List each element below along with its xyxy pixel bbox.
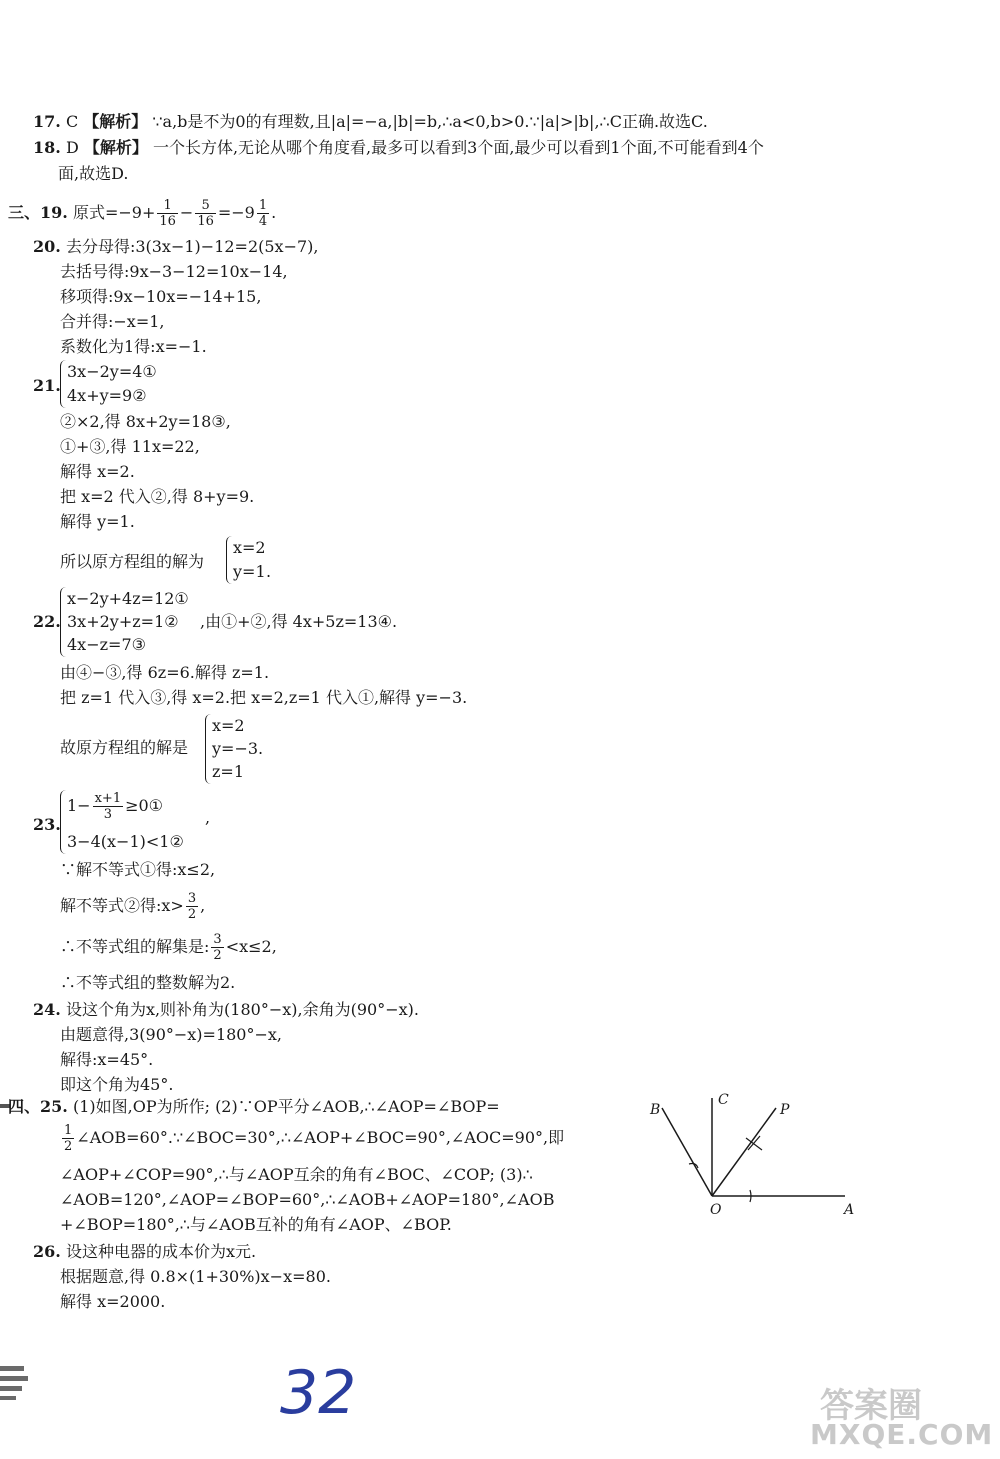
numerator: 3 bbox=[213, 932, 222, 947]
equation-1: 3x−2y=4① bbox=[67, 362, 157, 381]
question-number: 24. bbox=[33, 1000, 61, 1019]
expression: <x≤2, bbox=[225, 937, 277, 956]
period: . bbox=[271, 203, 277, 222]
q21-line-6: 所以原方程组的解为 bbox=[60, 552, 205, 571]
q21-line-3: 解得 x=2. bbox=[60, 462, 135, 481]
q25-line-3: ∠AOP+∠COP=90°,∴与∠AOP互余的角有∠BOC、∠COP; (3)∴ bbox=[60, 1165, 533, 1184]
brace bbox=[226, 536, 233, 584]
question-number: 20. bbox=[33, 237, 61, 256]
denominator: 3 bbox=[103, 807, 112, 822]
expression: ≥0① bbox=[125, 796, 164, 815]
denominator: 16 bbox=[159, 214, 176, 229]
fraction bbox=[157, 198, 178, 229]
fraction bbox=[93, 791, 124, 822]
question-number: 19. bbox=[40, 203, 68, 222]
q25-line-2 bbox=[60, 1122, 564, 1154]
q22-line-2: 把 z=1 代入③,得 x=2.把 x=2,z=1 代入①,解得 y=−3. bbox=[60, 688, 468, 707]
q26-line-2: 根据题意,得 0.8×(1+30%)x−x=80. bbox=[60, 1267, 331, 1286]
corner-stripes-icon bbox=[0, 1362, 30, 1404]
q19-line bbox=[8, 194, 276, 232]
q20-line-5: 系数化为1得:x=−1. bbox=[60, 337, 207, 356]
q18-line bbox=[33, 138, 764, 158]
q25-line-1 bbox=[8, 1097, 500, 1117]
q20-line-4: 合并得:−x=1, bbox=[60, 312, 165, 331]
q21-line-2: ①+③,得 11x=22, bbox=[60, 437, 200, 456]
expression: − bbox=[179, 203, 194, 222]
analysis-tag: 【解析】 bbox=[83, 138, 148, 157]
equation-2: 4x+y=9② bbox=[67, 386, 147, 405]
section-label: 四、 bbox=[8, 1097, 41, 1116]
step-text: 设这种电器的成本价为x元. bbox=[65, 1242, 257, 1261]
step-text: 去分母得:3(3x−1)−12=2(5x−7), bbox=[65, 237, 319, 256]
q25-line-4: ∠AOB=120°,∠AOP=∠BOP=60°,∴∠AOB+∠AOP=180°,∠AOB bbox=[60, 1190, 555, 1209]
step-text: (1)如图,OP为所作; (2)∵OP平分∠AOB,∴∠AOP=∠BOP= bbox=[72, 1097, 500, 1116]
q23-line-4: ∴不等式组的整数解为2. bbox=[60, 973, 236, 992]
q26-line-1 bbox=[33, 1242, 256, 1262]
brace bbox=[205, 714, 212, 784]
equation-system bbox=[60, 360, 260, 410]
q21-line-1: ②×2,得 8x+2y=18③, bbox=[60, 412, 231, 431]
question-number: 22. bbox=[33, 612, 61, 631]
q26-line-3: 解得 x=2000. bbox=[60, 1292, 166, 1311]
equation-2: 3x+2y+z=1② bbox=[67, 612, 179, 631]
solution-z: z=1 bbox=[212, 762, 245, 781]
analysis-text: ∵a,b是不为0的有理数,且|a|=−a,|b|=b,∴a<0,b>0.∵|a|>|b|,∴C正确.故选C. bbox=[152, 112, 708, 131]
comma: , bbox=[205, 808, 211, 827]
question-number: 18. bbox=[33, 138, 61, 157]
watermark-url: MXQE.COM bbox=[810, 1418, 994, 1451]
denominator: 16 bbox=[197, 214, 214, 229]
q25-line-5: +∠BOP=180°,∴与∠AOB互补的角有∠AOP、∠BOP. bbox=[60, 1215, 452, 1234]
label-O: O bbox=[710, 1202, 722, 1218]
step-text: ∠AOB=60°.∵∠BOC=30°,∴∠AOP+∠BOC=90°,∠AOC=90°,即 bbox=[76, 1128, 565, 1147]
numerator: 3 bbox=[187, 891, 197, 906]
analysis-tag: 【解析】 bbox=[83, 112, 148, 131]
q23-line-2 bbox=[60, 890, 205, 922]
solution-system bbox=[226, 536, 306, 586]
inequality-system bbox=[60, 790, 260, 856]
solution-y: y=1 bbox=[233, 562, 266, 581]
q24-line-1 bbox=[33, 1000, 419, 1020]
label-B: B bbox=[650, 1102, 661, 1118]
fraction bbox=[257, 198, 269, 229]
q24-line-4: 即这个角为45°. bbox=[60, 1075, 174, 1094]
numerator: 1 bbox=[157, 198, 178, 214]
q20-line-2: 去括号得:9x−3−12=10x−14, bbox=[60, 262, 288, 281]
handwritten-page-number: 32 bbox=[280, 1358, 357, 1428]
expression: ∴不等式组的解集是: bbox=[60, 937, 210, 956]
label-C: C bbox=[718, 1092, 729, 1108]
equation-system bbox=[60, 587, 540, 659]
watermark-logo: 答案圈 bbox=[820, 1386, 922, 1426]
equation-1: x−2y+4z=12① bbox=[67, 589, 189, 608]
step-text: 设这个角为x,则补角为(180°−x),余角为(90°−x). bbox=[65, 1000, 419, 1019]
q20-line-1 bbox=[33, 237, 319, 257]
brace bbox=[60, 360, 67, 408]
arc-mark-OB bbox=[689, 1164, 698, 1169]
q23-line-3 bbox=[60, 931, 277, 963]
question-number: 25. bbox=[40, 1097, 68, 1116]
expression: =−9 bbox=[217, 203, 255, 222]
denominator: 2 bbox=[213, 948, 222, 963]
analysis-text: 一个长方体,无论从哪个角度看,最多可以看到3个面,最少可以看到1个面,不可能看到4个 bbox=[152, 138, 764, 157]
question-number: 26. bbox=[33, 1242, 61, 1261]
arc-mark-cross-1 bbox=[746, 1138, 762, 1150]
label-A: A bbox=[844, 1202, 855, 1218]
fraction bbox=[195, 198, 216, 229]
denominator: 4 bbox=[258, 214, 268, 229]
period: . bbox=[266, 562, 272, 581]
numerator: 1 bbox=[258, 198, 268, 213]
expression: , bbox=[200, 896, 206, 915]
numerator: 5 bbox=[195, 198, 216, 214]
q17-line bbox=[33, 112, 708, 132]
inequality-2: 3−4(x−1)<1② bbox=[67, 832, 184, 851]
q23-line-1: ∵解不等式①得:x≤2, bbox=[60, 860, 216, 879]
q24-line-3: 解得:x=45°. bbox=[60, 1050, 154, 1069]
q22-line-1: 由④−③,得 6z=6.解得 z=1. bbox=[60, 663, 270, 682]
question-number: 17. bbox=[33, 112, 61, 131]
ray-OP bbox=[712, 1108, 776, 1196]
answer-choice: C bbox=[65, 112, 84, 131]
answer-choice: D bbox=[65, 138, 84, 157]
q21-line-5: 解得 y=1. bbox=[60, 512, 135, 531]
numerator: x+1 bbox=[94, 791, 122, 806]
fraction bbox=[211, 932, 223, 963]
angle-figure bbox=[640, 1090, 870, 1220]
expression: 1− bbox=[67, 796, 91, 815]
step-text: ,由①+②,得 4x+5z=13④. bbox=[200, 612, 398, 631]
q24-line-2: 由题意得,3(90°−x)=180°−x, bbox=[60, 1025, 283, 1044]
q22-line-3: 故原方程组的解是 bbox=[60, 738, 189, 757]
question-number: 23. bbox=[33, 815, 61, 834]
fraction bbox=[62, 1123, 74, 1154]
q18-line-2: 面,故选D. bbox=[58, 164, 129, 183]
inequality-1 bbox=[67, 790, 163, 822]
ray-OB bbox=[662, 1108, 712, 1196]
fraction bbox=[186, 891, 198, 922]
label-P: P bbox=[780, 1102, 790, 1118]
solution-x: x=2 bbox=[212, 716, 245, 735]
q20-line-3: 移项得:9x−10x=−14+15, bbox=[60, 287, 262, 306]
expression: 解不等式②得:x> bbox=[60, 896, 184, 915]
equation-3: 4x−z=7③ bbox=[67, 635, 146, 654]
q21-line-4: 把 x=2 代入②,得 8+y=9. bbox=[60, 487, 255, 506]
denominator: 2 bbox=[64, 1139, 73, 1154]
brace bbox=[60, 587, 67, 657]
expression: 原式=−9+ bbox=[72, 203, 156, 222]
solution-x: x=2 bbox=[233, 538, 266, 557]
numerator: 1 bbox=[64, 1123, 73, 1138]
brace bbox=[60, 790, 67, 854]
question-number: 21. bbox=[33, 376, 61, 395]
section-label: 三、 bbox=[8, 203, 41, 222]
solution-system bbox=[205, 714, 305, 786]
solution-y: y=−3. bbox=[212, 739, 264, 758]
denominator: 2 bbox=[187, 907, 197, 922]
